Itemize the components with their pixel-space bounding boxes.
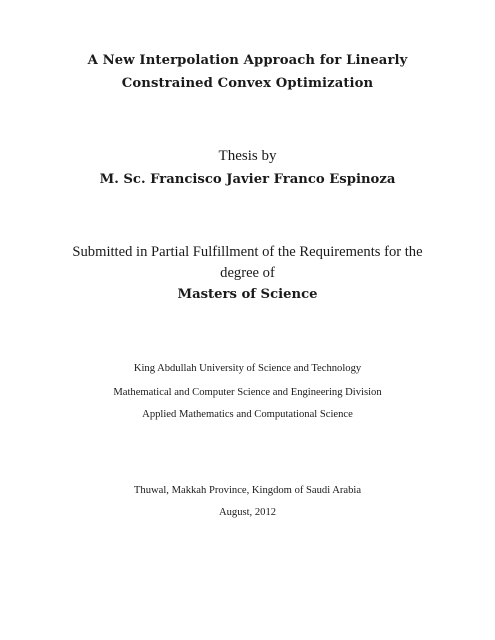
submission-statement-line-1: Submitted in Partial Fulfillment of the Requirements for the: [72, 244, 423, 260]
date: August, 2012: [218, 507, 277, 518]
program-name: Applied Mathematics and Computational Science: [142, 409, 353, 420]
submission-statement-line-2: degree of: [220, 265, 275, 281]
degree-name: Masters of Science: [177, 287, 318, 302]
thesis-title-line-1: A New Interpolation Approach for Linearly: [87, 53, 408, 68]
thesis-title-line-2: Constrained Convex Optimization: [121, 76, 374, 91]
university-name: King Abdullah University of Science and Technology: [133, 363, 362, 374]
division-name: Mathematical and Computer Science and Engineering Division: [113, 387, 382, 398]
thesis-by-label: Thesis by: [218, 148, 277, 164]
author-name: M. Sc. Francisco Javier Franco Espinoza: [99, 172, 396, 187]
location: Thuwal, Makkah Province, Kingdom of Saudi Arabia: [133, 485, 362, 496]
